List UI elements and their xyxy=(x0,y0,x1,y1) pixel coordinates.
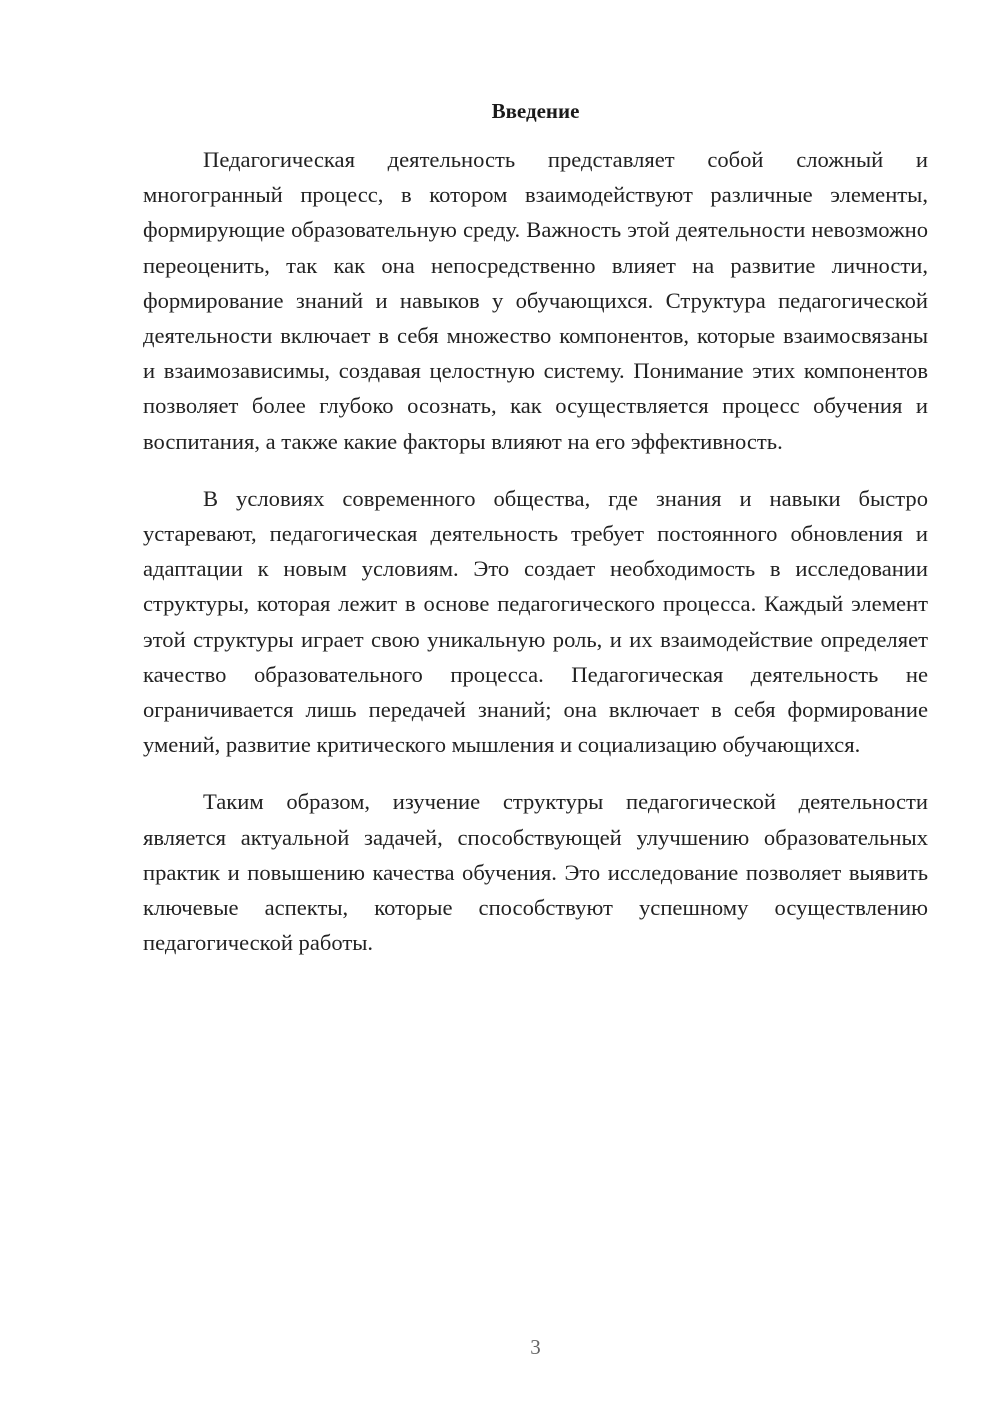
paragraph-1: Педагогическая деятельность представляет собой сложный и многогранный процесс, в котором взаимодействуют различные элементы, формирующие образовательную среду. Важность этой деятельности невозможно переоценить, так как она непосредственно влияет на развитие личности, формирование знаний и навыков у обучающихся. Структура педагогической деятельности включает в себя множество компонентов, которые взаимосвязаны и взаимозависимы, создавая целостную систему. Понимание этих компонентов позволяет более глубоко осознать, как осуществляется процесс обучения и воспитания, а также какие факторы влияют на его эффективность. xyxy=(143,147,928,454)
body-text xyxy=(143,142,928,982)
page-number: 3 xyxy=(530,1335,541,1359)
paragraph-3: Таким образом, изучение структуры педагогической деятельности является актуальной задачей, способствующей улучшению образовательных практик и повышению качества обучения. Это исследование позволяет выявить ключевые аспекты, которые способствуют успешному осуществлению педагогической работы. xyxy=(143,789,928,956)
section-title: Введение xyxy=(491,99,580,123)
paragraph-2: В условиях современного общества, где знания и навыки быстро устаревают, педагогическая деятельность требует постоянного обновления и адаптации к новым условиям. Это создает необходимость в исследовании структуры, которая лежит в основе педагогического процесса. Каждый элемент этой структуры играет свою уникальную роль, и их взаимодействие определяет качество образовательного процесса. Педагогическая деятельность не ограничивается лишь передачей знаний; она включает в себя формирование умений, развитие критического мышления и социализацию обучающихся. xyxy=(143,485,928,758)
